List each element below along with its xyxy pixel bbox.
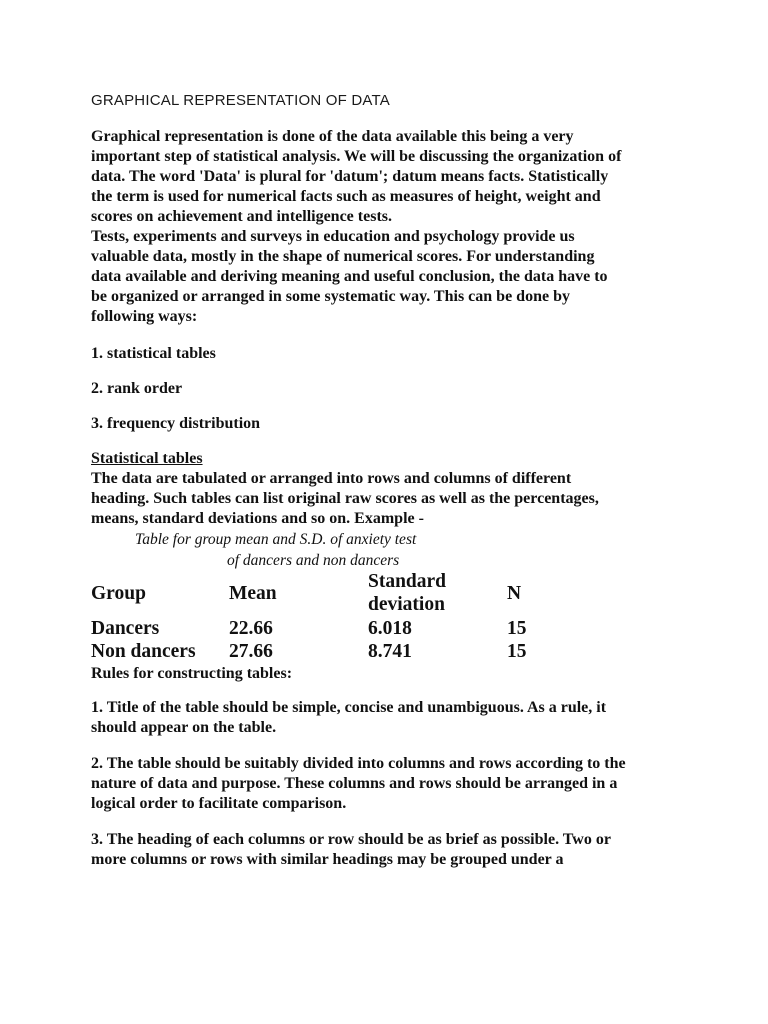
- header-group: Group: [91, 583, 146, 604]
- row-nondancers-group: Non dancers: [91, 641, 196, 662]
- rule-3: [91, 830, 691, 870]
- section-line: heading. Such tables can list original raw scores as well as the percentages,: [91, 490, 599, 507]
- row-dancers-group: Dancers: [91, 618, 160, 639]
- intro-line: Graphical representation is done of the data available this being a very: [91, 128, 574, 145]
- intro-line: valuable data, mostly in the shape of numerical scores. For understanding: [91, 248, 595, 265]
- list-item: 1. statistical tables: [91, 345, 216, 362]
- list-item: 2. rank order: [91, 380, 183, 397]
- intro-line: data available and deriving meaning and useful conclusion, the data have to: [91, 268, 608, 285]
- header-mean: Mean: [229, 583, 277, 604]
- document-heading: GRAPHICAL REPRESENTATION OF DATA: [91, 92, 390, 109]
- rule-line: more columns or rows with similar headings may be grouped under a: [91, 851, 564, 868]
- intro-line: Tests, experiments and surveys in education and psychology provide us: [91, 228, 575, 245]
- statistical-tables-section: [91, 449, 691, 529]
- row-dancers-sd: 6.018: [368, 618, 412, 639]
- header-n: N: [507, 583, 522, 604]
- row-dancers-mean: 22.66: [229, 618, 273, 639]
- rule-line: 2. The table should be suitably divided into columns and rows according to the: [91, 755, 626, 772]
- header-sd-line1: Standard: [368, 571, 447, 592]
- rule-line: 3. The heading of each columns or row should be as brief as possible. Two or: [91, 831, 611, 848]
- rule-2: [91, 754, 691, 814]
- table-caption-line1: Table for group mean and S.D. of anxiety test: [135, 531, 417, 548]
- row-nondancers-n: 15: [507, 641, 527, 662]
- row-nondancers-sd: 8.741: [368, 641, 412, 662]
- rule-line: nature of data and purpose. These columns and rows should be arranged in a: [91, 775, 618, 792]
- rule-line: should appear on the table.: [91, 719, 277, 736]
- intro-paragraph: [91, 127, 691, 327]
- intro-line: following ways:: [91, 308, 198, 325]
- rule-line: 1. Title of the table should be simple, concise and unambiguous. As a rule, it: [91, 699, 607, 716]
- row-nondancers-mean: 27.66: [229, 641, 273, 662]
- intro-line: scores on achievement and intelligence tests.: [91, 208, 392, 225]
- section-line: means, standard deviations and so on. Example -: [91, 510, 424, 527]
- rule-line: logical order to facilitate comparison.: [91, 795, 347, 812]
- rules-heading: Rules for constructing tables:: [91, 665, 293, 682]
- section-title: Statistical tables: [91, 450, 203, 467]
- table-caption-line2: of dancers and non dancers: [227, 552, 400, 569]
- intro-line: important step of statistical analysis. We will be discussing the organization of: [91, 148, 622, 165]
- rule-1: [91, 698, 691, 738]
- list-item: 3. frequency distribution: [91, 415, 261, 432]
- intro-line: be organized or arranged in some systematic way. This can be done by: [91, 288, 570, 305]
- header-sd-line2: deviation: [368, 594, 445, 615]
- intro-line: data. The word 'Data' is plural for 'datum'; datum means facts. Statistically: [91, 168, 609, 185]
- section-line: The data are tabulated or arranged into rows and columns of different: [91, 470, 572, 487]
- intro-line: the term is used for numerical facts such as measures of height, weight and: [91, 188, 601, 205]
- row-dancers-n: 15: [507, 618, 527, 639]
